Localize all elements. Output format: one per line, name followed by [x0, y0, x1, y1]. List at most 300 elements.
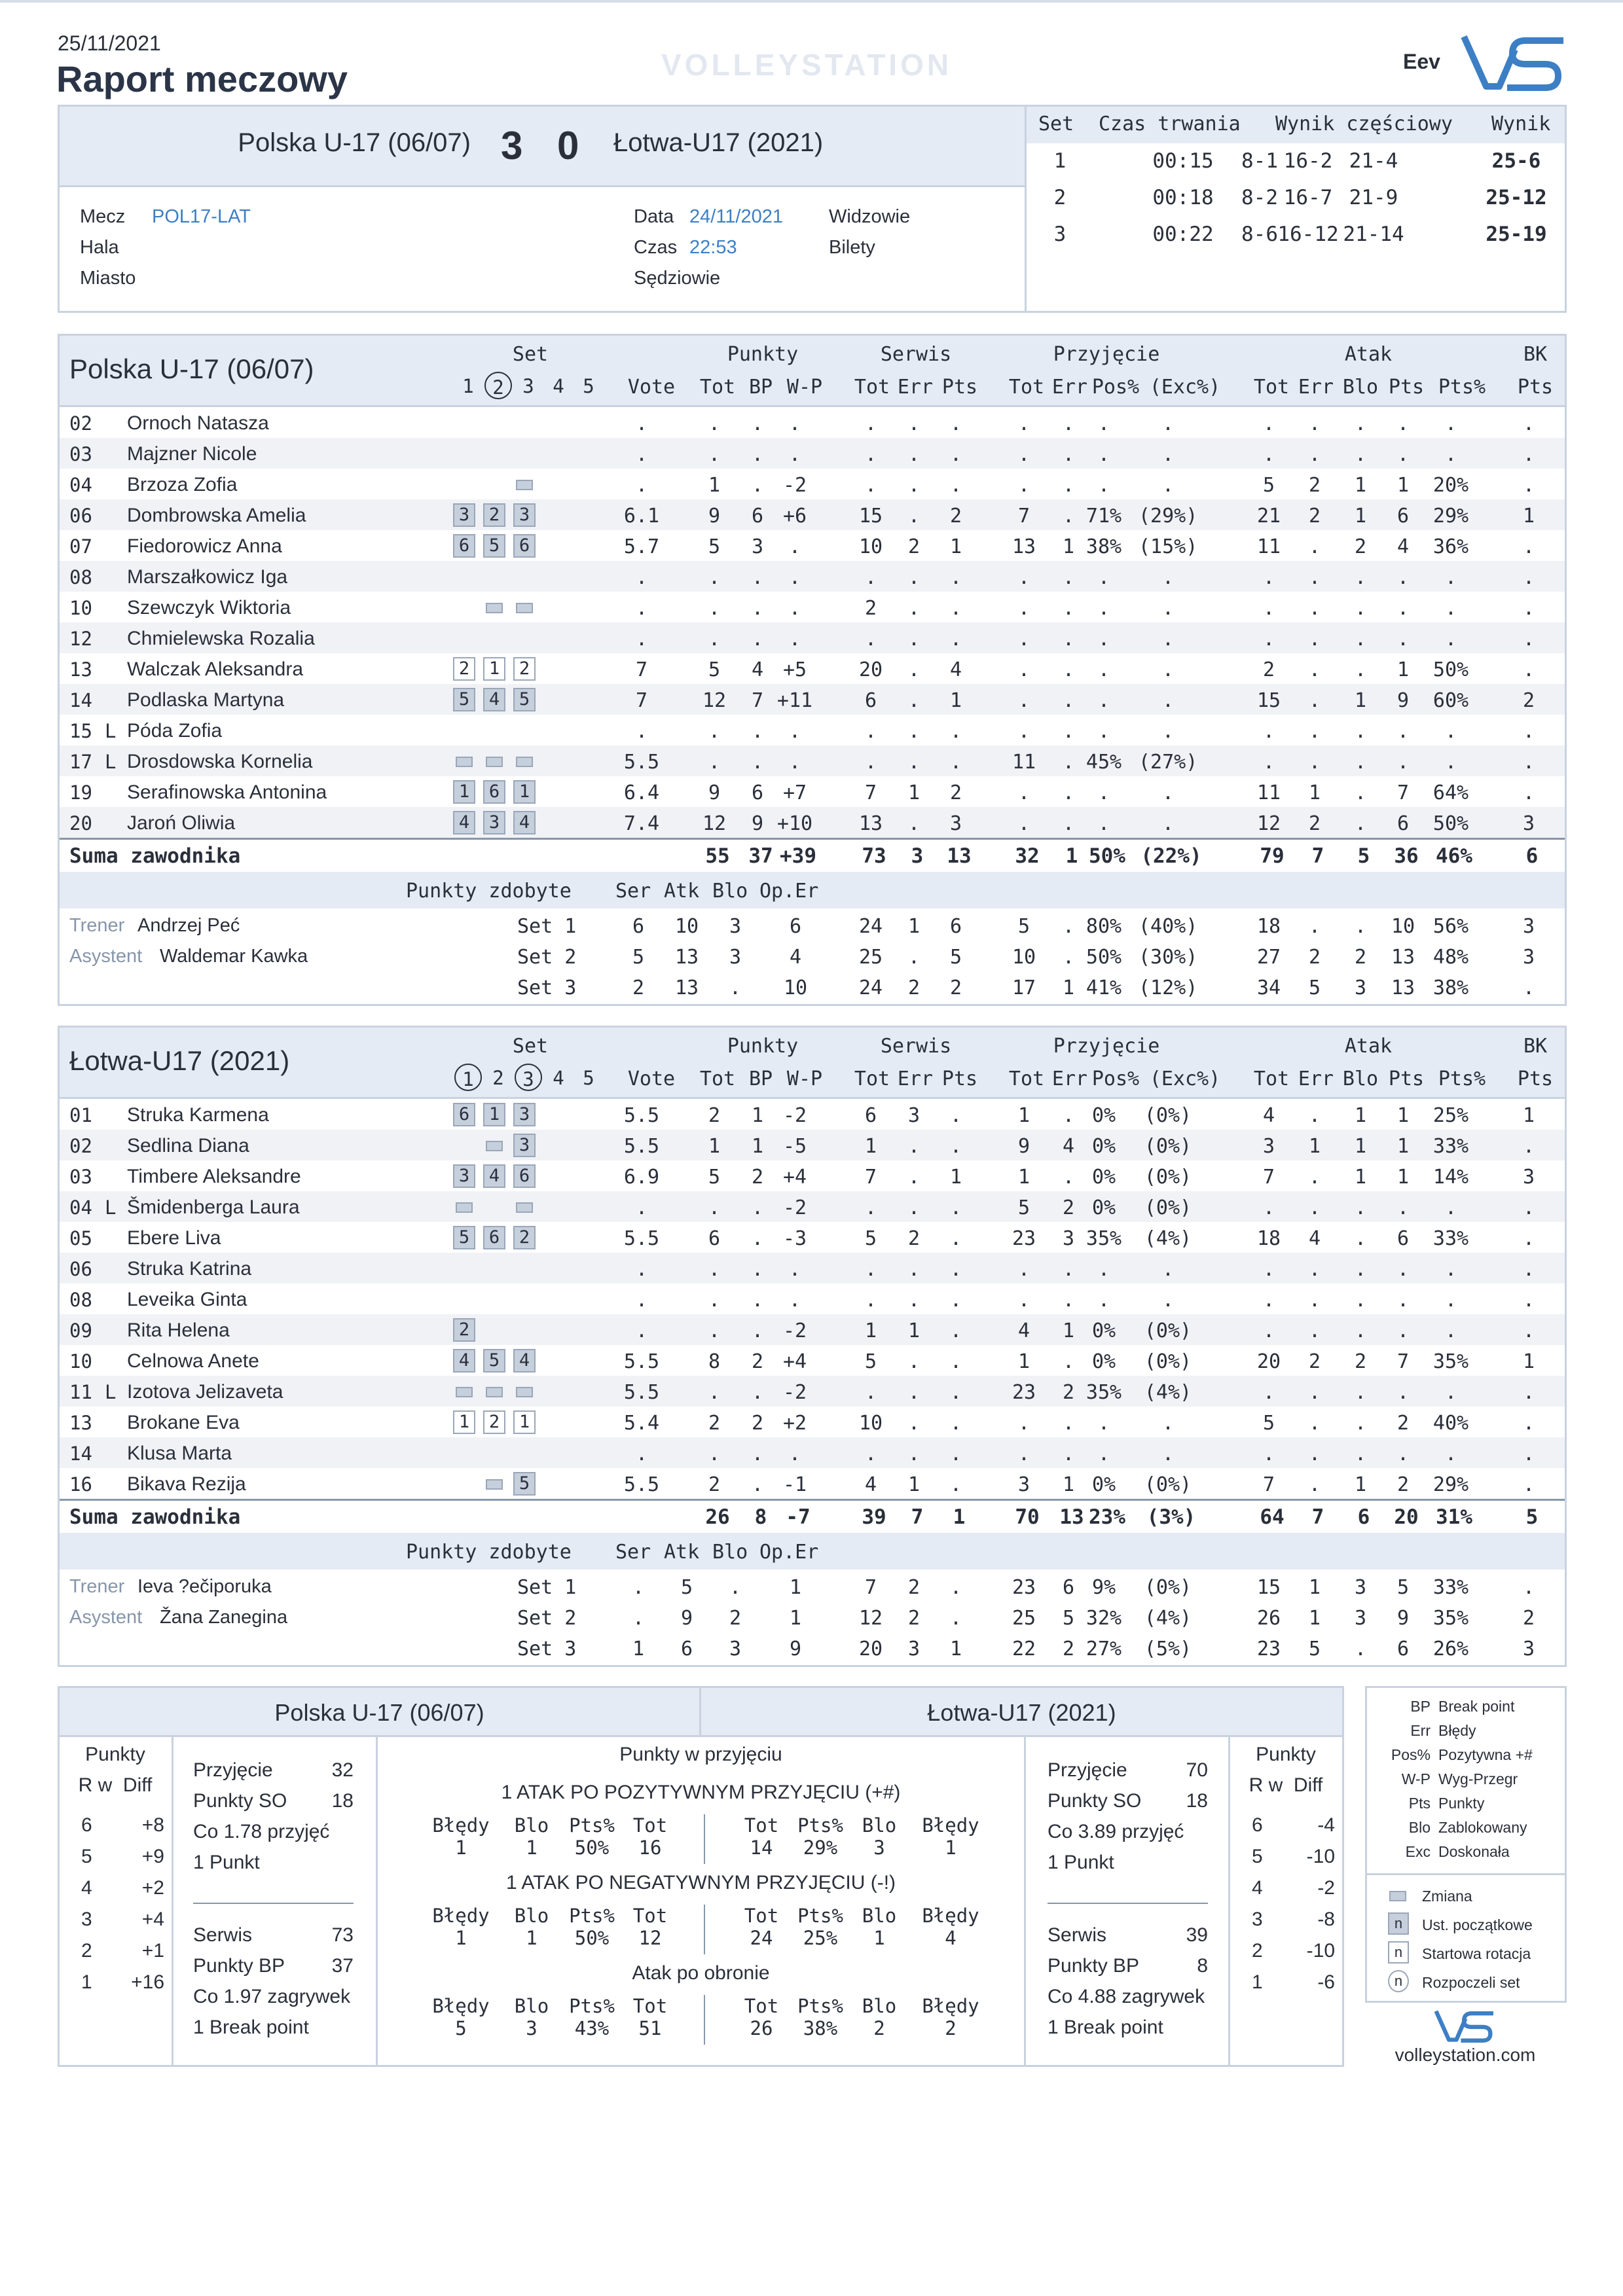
label-bilety: Bilety: [829, 237, 875, 258]
section-value: 14: [750, 1837, 773, 1859]
stat-rx: .: [1161, 597, 1175, 620]
stat-label: Serwis: [193, 1924, 253, 1946]
section-header: Błędy: [432, 1814, 490, 1837]
player-number: 04: [69, 1196, 92, 1219]
set-label: Set 2: [517, 946, 577, 969]
section-value: 25%: [803, 1927, 838, 1949]
stat-bp: .: [751, 443, 764, 466]
legend-key: BP: [1410, 1698, 1431, 1715]
stat-aq: .: [1444, 597, 1457, 620]
stat-ae: .: [1308, 535, 1321, 558]
stat-rx: (0%): [1144, 1135, 1192, 1158]
stat-se: .: [907, 689, 921, 712]
stat-bp: 6: [751, 781, 764, 804]
stat-st: .: [864, 1443, 877, 1465]
stat-rp: 0%: [1091, 1473, 1116, 1496]
section-value: 3: [526, 2017, 538, 2039]
stat-ap: .: [1396, 597, 1410, 620]
pz-ser: 2: [632, 977, 645, 999]
stat-ae: .: [1308, 628, 1321, 651]
col-header: BP: [748, 1067, 773, 1090]
col-header: Tot: [1008, 376, 1045, 399]
player-number: 13: [69, 658, 92, 681]
set-stat-rx: (40%): [1139, 915, 1198, 938]
stat-wp: .: [788, 443, 801, 466]
legend-key: Exc: [1405, 1843, 1431, 1860]
stat-v: 7: [635, 658, 648, 681]
stat-ab: 2: [1354, 1350, 1367, 1373]
stat-rt: .: [1017, 628, 1030, 651]
rot-diff: +16: [131, 1971, 164, 1993]
stat-st: 7: [864, 781, 877, 804]
section-value: 24: [750, 1927, 773, 1949]
stat-rx: (0%): [1144, 1166, 1192, 1189]
section-value: 1: [455, 1837, 467, 1859]
rotation-cell: 4: [483, 688, 505, 711]
sum-pt: 55: [705, 844, 730, 868]
set-stat-ab: 2: [1354, 946, 1367, 969]
stat-label: Przyjęcie: [1048, 1759, 1127, 1781]
asystent-name: Žana Zanegina: [160, 1607, 288, 1628]
sum-re: 13: [1059, 1505, 1084, 1529]
stat-pt: 8: [708, 1350, 721, 1373]
set-stat-bk: .: [1522, 977, 1535, 999]
stat-re: .: [1062, 658, 1075, 681]
stat-aq: 50%: [1432, 658, 1469, 681]
stat-st: .: [864, 1258, 877, 1281]
stat-ab: .: [1354, 1443, 1367, 1465]
section-value: 38%: [803, 2017, 838, 2039]
stat-sp: 1: [949, 689, 962, 712]
sets-header: Wynik: [1491, 113, 1551, 135]
stat-v: .: [635, 1319, 648, 1342]
legend-value: Błędy: [1438, 1722, 1476, 1739]
stat-st: 13: [858, 812, 883, 835]
stat-v: 7: [635, 689, 648, 712]
stat-value: 73: [331, 1924, 354, 1946]
sets-cell: 21-4: [1349, 149, 1398, 173]
stat-ae: .: [1308, 1381, 1321, 1404]
set-stat-ae: .: [1308, 915, 1321, 938]
rotation-cell: 6: [513, 534, 536, 558]
section-header: Tot: [632, 1814, 668, 1837]
away-team-name: Łotwa-U17 (2021): [613, 128, 824, 157]
stat-bp: 2: [751, 1350, 764, 1373]
stat-at: 21: [1256, 505, 1281, 528]
stat-bk: .: [1522, 751, 1535, 774]
set-stat-rx: (12%): [1139, 977, 1198, 999]
stat-ap: 7: [1396, 1350, 1410, 1373]
stat-aq: 60%: [1432, 689, 1469, 712]
stat-ae: 1: [1308, 781, 1321, 804]
col-header: BP: [748, 376, 773, 399]
stat-se: 1: [907, 1319, 921, 1342]
sum-bk: 5: [1525, 1505, 1539, 1529]
legend-mark: n: [1388, 1970, 1409, 1992]
pz-blo: 2: [729, 1607, 742, 1630]
col-header: Tot: [854, 1067, 890, 1090]
stat-ab: .: [1354, 781, 1367, 804]
stat-re: .: [1062, 1258, 1075, 1281]
stat-pt: 5: [708, 1166, 721, 1189]
pz-header: Ser: [615, 880, 651, 903]
rot-diff: +8: [141, 1814, 164, 1836]
pz-blo: 3: [729, 1638, 742, 1660]
sum-bp: 37: [748, 844, 773, 868]
stat-bk: .: [1522, 1443, 1535, 1465]
rotation-cell: 4: [453, 811, 475, 834]
col-header: Atak: [1344, 1035, 1393, 1058]
sum-divider: [60, 1499, 1565, 1501]
stat-se: .: [907, 443, 921, 466]
set-label: Set 2: [517, 1607, 577, 1630]
divider: [704, 1995, 705, 2045]
sets-cell: 1: [1053, 149, 1067, 173]
stat-aq: .: [1444, 720, 1457, 743]
stat-st: 20: [858, 658, 883, 681]
stat-st: .: [864, 474, 877, 497]
stat-se: .: [907, 597, 921, 620]
stat-rx: .: [1161, 412, 1175, 435]
col-header: Err: [1051, 1067, 1088, 1090]
stat-re: .: [1062, 1350, 1075, 1373]
stat-rt: .: [1017, 1289, 1030, 1312]
stat-ab: .: [1354, 1196, 1367, 1219]
stat-ap: .: [1396, 1258, 1410, 1281]
stat-se: .: [907, 474, 921, 497]
stat-bk: .: [1522, 1412, 1535, 1435]
stat-re: .: [1062, 1166, 1075, 1189]
stat-rt: .: [1017, 689, 1030, 712]
sum-label: Suma zawodnika: [69, 844, 241, 868]
stat-re: .: [1062, 781, 1075, 804]
stat-pt: .: [708, 1319, 721, 1342]
set-stat-rt: 23: [1012, 1576, 1036, 1599]
section-header: Blo: [514, 1995, 549, 2017]
stat-at: 5: [1262, 1412, 1275, 1435]
set-stat-sp: .: [949, 1607, 962, 1630]
stat-wp: -2: [782, 1196, 807, 1219]
stat-rt: 9: [1017, 1135, 1030, 1158]
stat-aq: .: [1444, 1319, 1457, 1342]
section-value: 1: [455, 1927, 467, 1949]
sets-cell: 00:22: [1152, 223, 1214, 246]
stat-aq: 35%: [1432, 1350, 1469, 1373]
set-stat-re: .: [1062, 915, 1075, 938]
stat-bp: .: [751, 412, 764, 435]
stat-sp: .: [949, 1104, 962, 1127]
player-number: 07: [69, 535, 92, 558]
stat-aq: 40%: [1432, 1412, 1469, 1435]
pz-atk: 13: [674, 946, 699, 969]
set-stat-ae: 2: [1308, 946, 1321, 969]
match-date: 24/11/2021: [689, 206, 783, 227]
set-number: 5: [583, 375, 594, 397]
stat-bp: .: [751, 1258, 764, 1281]
stat-at: 11: [1256, 781, 1281, 804]
pz-oper: 9: [789, 1638, 802, 1660]
stat-rp: .: [1097, 720, 1110, 743]
stat-ab: .: [1354, 720, 1367, 743]
stat-ae: .: [1308, 1166, 1321, 1189]
pz-header: Ser: [615, 1541, 651, 1564]
stat-wp: -5: [782, 1135, 807, 1158]
stat-ab: 1: [1354, 474, 1367, 497]
pz-header: Op.Er: [759, 880, 819, 903]
stat-rp: .: [1097, 412, 1110, 435]
stat-bk: .: [1522, 720, 1535, 743]
rotation-cell: 1: [453, 780, 475, 804]
pz-oper: 6: [789, 915, 802, 938]
stat-pt: 9: [708, 505, 721, 528]
stat-ap: .: [1396, 566, 1410, 589]
stat-rp: 0%: [1091, 1135, 1116, 1158]
set-stat-aq: 56%: [1432, 915, 1469, 938]
pz-blo: 3: [729, 915, 742, 938]
set-label: Set 3: [517, 977, 577, 999]
rot-diff: -6: [1317, 1971, 1335, 1993]
set-stat-st: 12: [858, 1607, 883, 1630]
stat-ae: .: [1308, 1289, 1321, 1312]
stat-v: .: [635, 597, 648, 620]
stat-rx: .: [1161, 812, 1175, 835]
libero-mark: L: [105, 720, 117, 742]
stat-wp: -2: [782, 1381, 807, 1404]
sets-cell: 2: [1053, 186, 1067, 209]
sum-rx: (22%): [1140, 844, 1202, 868]
player-name: Leveika Ginta: [127, 1289, 247, 1310]
col-header: (Exc%): [1149, 1067, 1221, 1090]
stat-se: 2: [907, 1227, 921, 1250]
label-miasto: Miasto: [80, 268, 136, 289]
stat-bp: .: [751, 1227, 764, 1250]
stat-pt: 5: [708, 535, 721, 558]
set-stat-bk: 3: [1522, 915, 1535, 938]
section-header: Tot: [632, 1905, 668, 1927]
sets-cell: 8-6: [1241, 223, 1278, 246]
stat-pt: .: [708, 751, 721, 774]
stat-ae: .: [1308, 1319, 1321, 1342]
stat-re: .: [1062, 566, 1075, 589]
rotation-cell: 3: [453, 1164, 475, 1188]
stat-rx: (4%): [1144, 1381, 1192, 1404]
set-stat-st: 24: [858, 977, 883, 999]
stat-sp: .: [949, 443, 962, 466]
legend-mark: n: [1388, 1912, 1409, 1935]
set-stat-rt: 22: [1012, 1638, 1036, 1660]
stat-sp: .: [949, 412, 962, 435]
stat-label: Punkty BP: [1048, 1955, 1140, 1977]
stat-rt: 11: [1012, 751, 1036, 774]
rot-num: 6: [1252, 1814, 1263, 1836]
sum-st: 73: [862, 844, 886, 868]
section-header: Tot: [744, 1995, 779, 2017]
substitution-mark: [483, 1472, 505, 1496]
player-number: 14: [69, 689, 92, 711]
stat-rt: .: [1017, 412, 1030, 435]
player-name: Póda Zofia: [127, 720, 223, 742]
section-value: 16: [638, 1837, 662, 1859]
col-header: Tot: [1253, 1067, 1290, 1090]
legend-key: Pos%: [1391, 1746, 1431, 1763]
stat-bk: .: [1522, 1227, 1535, 1250]
libero-mark: L: [105, 1381, 117, 1403]
stat-st: 6: [864, 689, 877, 712]
stat-bp: .: [751, 1443, 764, 1465]
stat-v: 5.5: [623, 1104, 660, 1127]
stat-at: 7: [1262, 1166, 1275, 1189]
stat-pt: .: [708, 566, 721, 589]
player-number: 06: [69, 1258, 92, 1280]
stat-sp: 3: [949, 812, 962, 835]
set-number: 2: [492, 1067, 504, 1089]
stat-v: 6.4: [623, 781, 660, 804]
stat-wp: +2: [782, 1412, 807, 1435]
stat-rx: .: [1161, 1412, 1175, 1435]
home-sets-score: 3: [501, 124, 523, 168]
set-stat-bk: 3: [1522, 946, 1535, 969]
col-header: Punkty: [727, 343, 799, 366]
stat-at: 3: [1262, 1135, 1275, 1158]
stat-at: .: [1262, 1289, 1275, 1312]
player-number: 14: [69, 1443, 92, 1465]
rotation-cell: 5: [513, 1472, 536, 1496]
stat-ae: 2: [1308, 812, 1321, 835]
player-number: 15: [69, 720, 92, 742]
section-header: Pts%: [569, 1905, 615, 1927]
stat-re: 1: [1062, 535, 1075, 558]
stat-ap: 6: [1396, 505, 1410, 528]
stat-se: .: [907, 658, 921, 681]
section-header: Blo: [862, 1814, 897, 1837]
stat-at: 12: [1256, 812, 1281, 835]
set-stat-rx: (5%): [1144, 1638, 1192, 1660]
stat-rt: 1: [1017, 1104, 1030, 1127]
team1-name: Polska U-17 (06/07): [69, 353, 314, 384]
player-name: Walczak Aleksandra: [127, 658, 304, 680]
col-header: Pts%: [1438, 1067, 1486, 1090]
rotation-cell: 5: [513, 688, 536, 711]
stat-bp: 1: [751, 1135, 764, 1158]
stat-st: .: [864, 412, 877, 435]
pz-blo: 3: [729, 946, 742, 969]
stat-wp: .: [788, 751, 801, 774]
stat-sp: .: [949, 1196, 962, 1219]
stat-wp: +4: [782, 1166, 807, 1189]
stat-at: .: [1262, 443, 1275, 466]
stat-ae: .: [1308, 658, 1321, 681]
col-header: Vote: [627, 1067, 676, 1090]
player-number: 10: [69, 597, 92, 619]
stat-rp: 0%: [1091, 1104, 1116, 1127]
player-number: 01: [69, 1104, 92, 1126]
set-label: Set 1: [517, 1576, 577, 1599]
home-team-name: Polska U-17 (06/07): [238, 128, 471, 157]
sum-bp: 8: [754, 1505, 767, 1529]
set-stat-ab: 3: [1354, 977, 1367, 999]
set-stat-rp: 32%: [1085, 1607, 1122, 1630]
stat-bp: 6: [751, 505, 764, 528]
stat-bp: 2: [751, 1166, 764, 1189]
stat-pt: .: [708, 1381, 721, 1404]
set-stat-se: 2: [907, 1576, 921, 1599]
player-name: Celnowa Anete: [127, 1350, 259, 1372]
col-header: (Exc%): [1149, 376, 1221, 399]
stat-wp: +5: [782, 658, 807, 681]
col-header: Tot: [699, 376, 736, 399]
player-name: Timbere Aleksandre: [127, 1166, 301, 1187]
report-date: 25/11/2021: [58, 31, 161, 55]
stat-label: Punkty SO: [193, 1790, 287, 1812]
col-header: Pts: [941, 376, 978, 399]
stat-text: 1 Break point: [1048, 2017, 1163, 2038]
col-header: W-P: [786, 1067, 823, 1090]
stat-ap: 2: [1396, 1412, 1410, 1435]
stat-rp: .: [1097, 474, 1110, 497]
set-stat-rt: 17: [1012, 977, 1036, 999]
rot-num: 4: [1252, 1877, 1263, 1899]
section-header: Pts%: [797, 1814, 843, 1837]
col-header: Set: [512, 1035, 549, 1058]
sum-se: 7: [911, 1505, 924, 1529]
stat-v: .: [635, 566, 648, 589]
section-value: 4: [945, 1927, 957, 1949]
stat-st: .: [864, 1196, 877, 1219]
substitution-mark: [513, 749, 536, 773]
rot-num: 5: [1252, 1846, 1263, 1867]
stat-bp: .: [751, 1381, 764, 1404]
sum-sp: 1: [953, 1505, 966, 1529]
center-title: Punkty w przyjęciu: [619, 1744, 782, 1765]
sum-ae: 7: [1311, 844, 1324, 868]
stat-ab: .: [1354, 566, 1367, 589]
stat-rp: .: [1097, 628, 1110, 651]
sum-rt: 70: [1015, 1505, 1040, 1529]
libero-mark: L: [105, 1196, 117, 1219]
stat-rt: .: [1017, 658, 1030, 681]
stat-sp: .: [949, 1381, 962, 1404]
stat-v: 5.7: [623, 535, 660, 558]
stat-st: 2: [864, 597, 877, 620]
stat-at: .: [1262, 628, 1275, 651]
stat-rp: 35%: [1085, 1227, 1122, 1250]
stat-sp: .: [949, 597, 962, 620]
substitution-mark: [483, 596, 505, 619]
rot-diff: -10: [1306, 1940, 1335, 1962]
stat-bp: 7: [751, 689, 764, 712]
stat-se: .: [907, 1166, 921, 1189]
stat-rt: 3: [1017, 1473, 1030, 1496]
stat-rx: .: [1161, 658, 1175, 681]
player-name: Sedlina Diana: [127, 1135, 249, 1157]
stat-re: .: [1062, 628, 1075, 651]
set-stat-ab: 3: [1354, 1607, 1367, 1630]
stat-rt: .: [1017, 1258, 1030, 1281]
stat-v: .: [635, 1443, 648, 1465]
rot-diff: +2: [141, 1877, 164, 1899]
set-stat-sp: 1: [949, 1638, 962, 1660]
stat-pt: .: [708, 1289, 721, 1312]
stat-sp: .: [949, 1227, 962, 1250]
stat-aq: 25%: [1432, 1104, 1469, 1127]
team2-name: Łotwa-U17 (2021): [69, 1045, 290, 1076]
stat-at: .: [1262, 720, 1275, 743]
stat-ab: .: [1354, 1381, 1367, 1404]
rotation-cell: 1: [453, 1410, 475, 1434]
stat-re: .: [1062, 812, 1075, 835]
rotation-cell: 5: [483, 534, 505, 558]
substitution-mark: [513, 473, 536, 496]
